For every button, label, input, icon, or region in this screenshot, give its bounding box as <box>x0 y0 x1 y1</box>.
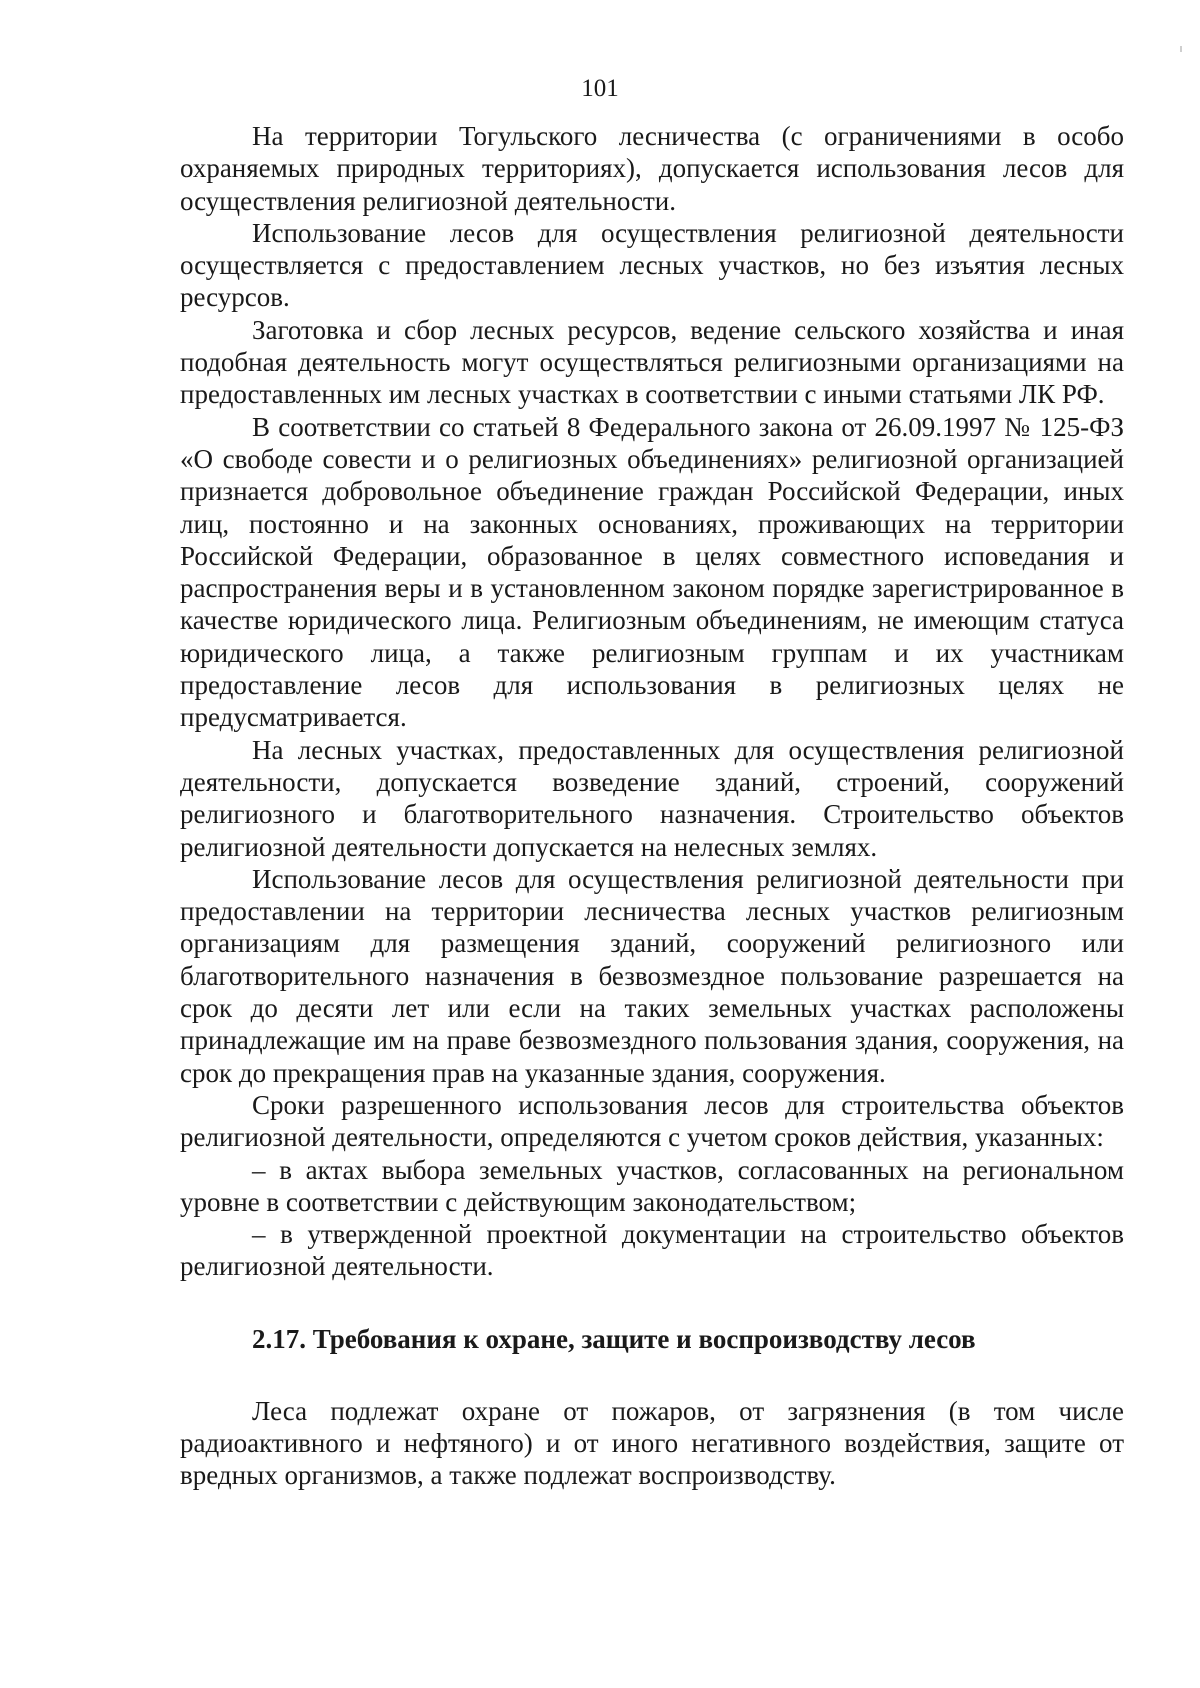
scan-edge-mark <box>1180 46 1182 52</box>
list-item-land-selection-acts: – в актах выбора земельных участков, согласованных на региональном уровне в соответствии с действующим законодательством; <box>180 1154 1124 1217</box>
paragraph-federal-law-article-8: В соответствии со статьей 8 Федерального закона от 26.09.1997 № 125-ФЗ «О свободе совести и о религиозных объединениях» религиозной организацией признается добровольное объединение граждан Российской Федерации, иных лиц, постоянно и на законных основаниях, проживающих на территории Российской Федерации, образованное в целях совместного исповедания и распространения веры и в установленном законом порядке зарегистрированное в качестве юридического лица. Религиозным объединениям, не имеющим статуса юридического лица, а также религиозным группам и их участникам предоставление лесов для использования в религиозных целях не предусматривается. <box>180 411 1124 733</box>
paragraph-forest-protection: Леса подлежат охране от пожаров, от загрязнения (в том числе радиоактивного и нефтяного) и от иного негативного воздействия, защите от вредных организмов, а также подлежат воспроизводству. <box>180 1395 1124 1491</box>
paragraph-free-use-term: Использование лесов для осуществления религиозной деятельности при предоставлении на территории лесничества лесных участков религиозным организациям для размещения зданий, сооружений религиозного или благотворительного назначения в безвозмездное пользование разрешается на срок до десяти лет или если на таких земельных участках расположены принадлежащие им на праве безвозмездного пользования здания, сооружения, на срок до прекращения прав на указанные здания, сооружения. <box>180 863 1124 1088</box>
paragraph-togul-forestry: На территории Тогульского лесничества (с ограничениями в особо охраняемых природных территориях), допускается использования лесов для осуществления религиозной деятельности. <box>180 121 1124 216</box>
section-heading: 2.17. Требования к охране, защите и воспроизводству лесов <box>252 1323 976 1354</box>
list-item-project-documentation: – в утвержденной проектной документации на строительство объектов религиозной деятельности. <box>180 1219 1124 1282</box>
paragraph-permitted-use-terms: Сроки разрешенного использования лесов для строительства объектов религиозной деятельности, определяются с учетом сроков действия, указанных: <box>180 1089 1124 1153</box>
paragraph-harvesting-resources: Заготовка и сбор лесных ресурсов, ведение сельского хозяйства и иная подобная деятельность могут осуществляться религиозными организациями на предоставленных им лесных участках в соответствии с иными статьями ЛК РФ. <box>180 314 1124 410</box>
paragraph-construction-allowed: На лесных участках, предоставленных для осуществления религиозной деятельности, допускается возведение зданий, строений, сооружений религиозного и благотворительного назначения. Строительство объектов религиозной деятельности допускается на нелесных землях. <box>180 734 1124 862</box>
page-number: 101 <box>581 75 619 102</box>
page-content <box>180 120 1124 1492</box>
paragraph-use-without-withdrawal: Использование лесов для осуществления религиозной деятельности осуществляется с предоставлением лесных участков, но без изъятия лесных ресурсов. <box>180 217 1124 313</box>
